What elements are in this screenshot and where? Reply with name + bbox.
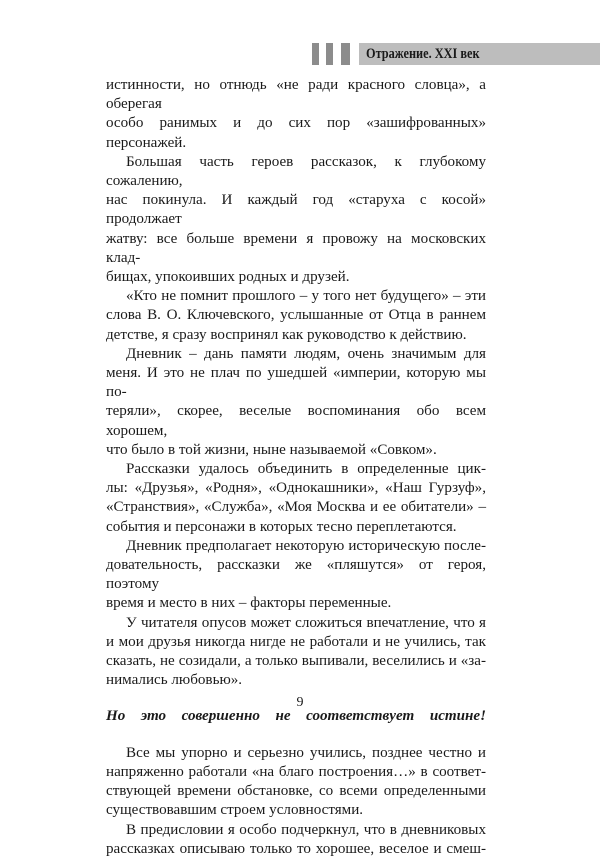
text-line: Дневник – дань памяти людям, очень значимым для: [126, 345, 486, 362]
text-line: теряли», скорее, веселые воспоминания обо всем хорошем,: [106, 403, 486, 439]
text-line: сказать, не созидали, а только выпивали, веселились и «за-: [106, 653, 486, 670]
emphasis-line: Но это совершенно не соответствует истине!: [106, 707, 486, 724]
text-line: время и место в них – факторы переменные.: [106, 595, 392, 612]
body-text: [106, 76, 486, 859]
text-line: меня. И это не плач по ушедшей «империи, которую мы по-: [106, 365, 486, 401]
text-line: ствующей времени обстановке, со всеми определенными: [106, 783, 486, 800]
text-line: Дневник предполагает некоторую историческую после-: [126, 537, 486, 554]
text-line: Большая часть героев рассказок, к глубокому сожалению,: [106, 153, 486, 190]
text-line: рассказках описываю только то хорошее, веселое и смеш-: [106, 840, 486, 857]
header-bar-decoration: [341, 43, 350, 65]
text-line: Все мы упорно и серьезно учились, позднее честно и: [126, 744, 486, 761]
text-line: У читателя опусов может сложиться впечатление, что я: [126, 614, 486, 631]
text-line: В предисловии я особо подчеркнул, что в дневниковых: [126, 821, 486, 838]
text-line: «Кто не помнит прошлого – у того нет будущего» – эти: [126, 288, 486, 305]
paragraph-gap: [106, 726, 486, 744]
text-line: детстве, я сразу воспринял как руководство к действию.: [106, 326, 467, 343]
text-line: бищах, упокоивших родных и друзей.: [106, 269, 350, 286]
running-header: [312, 43, 600, 65]
text-line: Рассказки удалось объединить в определенные цик-: [126, 461, 486, 478]
page-number: 9: [296, 695, 304, 710]
text-line: «Странствия», «Служба», «Моя Москва и ее обитатели» –: [106, 499, 486, 516]
header-bar-decoration: [312, 43, 319, 65]
text-line: особо ранимых и до сих пор «зашифрованных» персонажей.: [106, 115, 486, 151]
text-line: нас покинула. И каждый год «старуха с косой» продолжает: [106, 192, 486, 228]
text-line: существовавшим строем условностями.: [106, 802, 364, 819]
text-line: слова В. О. Ключевского, услышанные от Отца в раннем: [106, 307, 486, 324]
text-line: и мои друзья никогда нигде не работали и не учились, так: [106, 633, 486, 650]
text-line: напряженно работали «на благо построения…» в соответ-: [106, 763, 486, 780]
header-bar-decoration: [326, 43, 333, 65]
text-line: лы: «Друзья», «Родня», «Однокашники», «Наш Гурзуф»,: [106, 480, 486, 497]
header-title: Отражение. XXI век: [366, 46, 480, 62]
text-line: довательность, рассказки же «пляшутся» от героя, поэтому: [106, 557, 486, 593]
text-line: события и персонажи в которых тесно переплетаются.: [106, 518, 457, 535]
text-line: нимались любовью».: [106, 672, 243, 689]
text-line: что было в той жизни, ныне называемой «Совком».: [106, 441, 437, 458]
text-line: истинности, но отнюдь «не ради красного словца», а оберегая: [106, 77, 486, 113]
text-line: жатву: все больше времени я провожу на московских клад-: [106, 230, 486, 266]
